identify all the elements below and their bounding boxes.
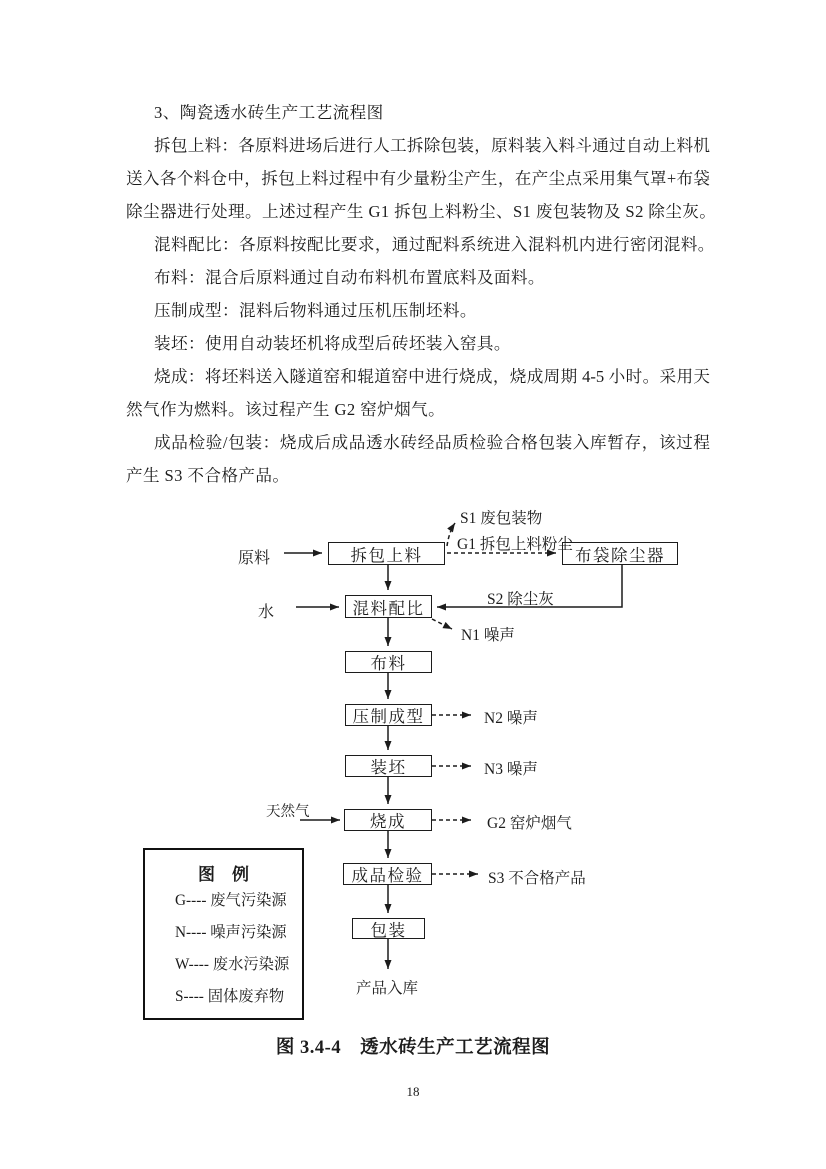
output-label-product-storage: 产品入库 <box>356 980 419 997</box>
legend-item-solid: S---- 固体废弃物 <box>175 988 285 1005</box>
legend-box <box>143 848 304 1020</box>
process-box-inspection: 成品检验 <box>343 863 432 885</box>
paragraph-line: 拆包上料：各原料进场后进行人工拆除包装，原料装入料斗通过自动上料机 <box>154 136 710 155</box>
process-box-pressing: 压制成型 <box>345 704 432 726</box>
legend-item-gas: G---- 废气污染源 <box>175 892 287 909</box>
paragraph-line: 布料：混合后原料通过自动布料机布置底料及面料。 <box>154 268 545 287</box>
paragraph-line: 混料配比：各原料按配比要求，通过配料系统进入混料机内进行密闭混料。 <box>154 235 715 254</box>
paragraph-line: 成品检验/包装：烧成后成品透水砖经品质检验合格包装入库暂存，该过程 <box>154 433 710 452</box>
output-label-n1: N1 噪声 <box>461 627 515 644</box>
page-number: 18 <box>406 1084 420 1099</box>
output-label-s1: S1 废包装物 <box>460 510 543 527</box>
section-heading: 3、陶瓷透水砖生产工艺流程图 <box>154 103 384 122</box>
input-label-water: 水 <box>258 604 275 621</box>
process-box-loading: 装坯 <box>345 755 432 777</box>
output-label-s2: S2 除尘灰 <box>487 591 554 608</box>
legend-item-noise: N---- 噪声污染源 <box>175 924 287 941</box>
paragraph-line: 然气作为燃料。该过程产生 G2 窑炉烟气。 <box>126 400 446 419</box>
paragraph-line: 送入各个料仓中，拆包上料过程中有少量粉尘产生，在产尘点采用集气罩+布袋 <box>126 169 710 188</box>
process-box-bag-filter: 布袋除尘器 <box>562 542 678 565</box>
paragraph-line: 烧成：将坯料送入隧道窑和辊道窑中进行烧成，烧成周期 4-5 小时。采用天 <box>154 367 710 386</box>
process-box-unpack: 拆包上料 <box>328 542 445 565</box>
paragraph-line: 除尘器进行处理。上述过程产生 G1 拆包上料粉尘、S1 废包装物及 S2 除尘灰。 <box>126 202 717 221</box>
legend-item-water: W---- 废水污染源 <box>175 956 290 973</box>
output-label-n3: N3 噪声 <box>484 761 538 778</box>
process-box-mixing: 混料配比 <box>345 595 432 618</box>
arrow-mixing-to-n1 <box>432 619 452 629</box>
paragraph-line: 压制成型：混料后物料通过压机压制坯料。 <box>154 301 477 320</box>
process-box-firing: 烧成 <box>344 809 432 831</box>
output-label-s3: S3 不合格产品 <box>488 870 586 887</box>
output-label-n2: N2 噪声 <box>484 710 538 727</box>
legend-title: 图 例 <box>198 865 249 884</box>
input-label-raw-material: 原料 <box>238 550 271 567</box>
paragraph-line: 装坯：使用自动装坯机将成型后砖坯装入窑具。 <box>154 334 511 353</box>
process-box-packing: 包装 <box>352 918 425 939</box>
paragraph-line: 产生 S3 不合格产品。 <box>126 466 290 485</box>
arrow-unpack-to-s1 <box>447 523 455 546</box>
input-label-natural-gas: 天然气 <box>266 804 310 820</box>
output-label-g2: G2 窑炉烟气 <box>487 815 572 832</box>
process-box-distribution: 布料 <box>345 651 432 673</box>
figure-caption: 图 3.4-4 透水砖生产工艺流程图 <box>275 1038 551 1058</box>
output-label-g1: G1 拆包上料粉尘 <box>457 536 573 553</box>
